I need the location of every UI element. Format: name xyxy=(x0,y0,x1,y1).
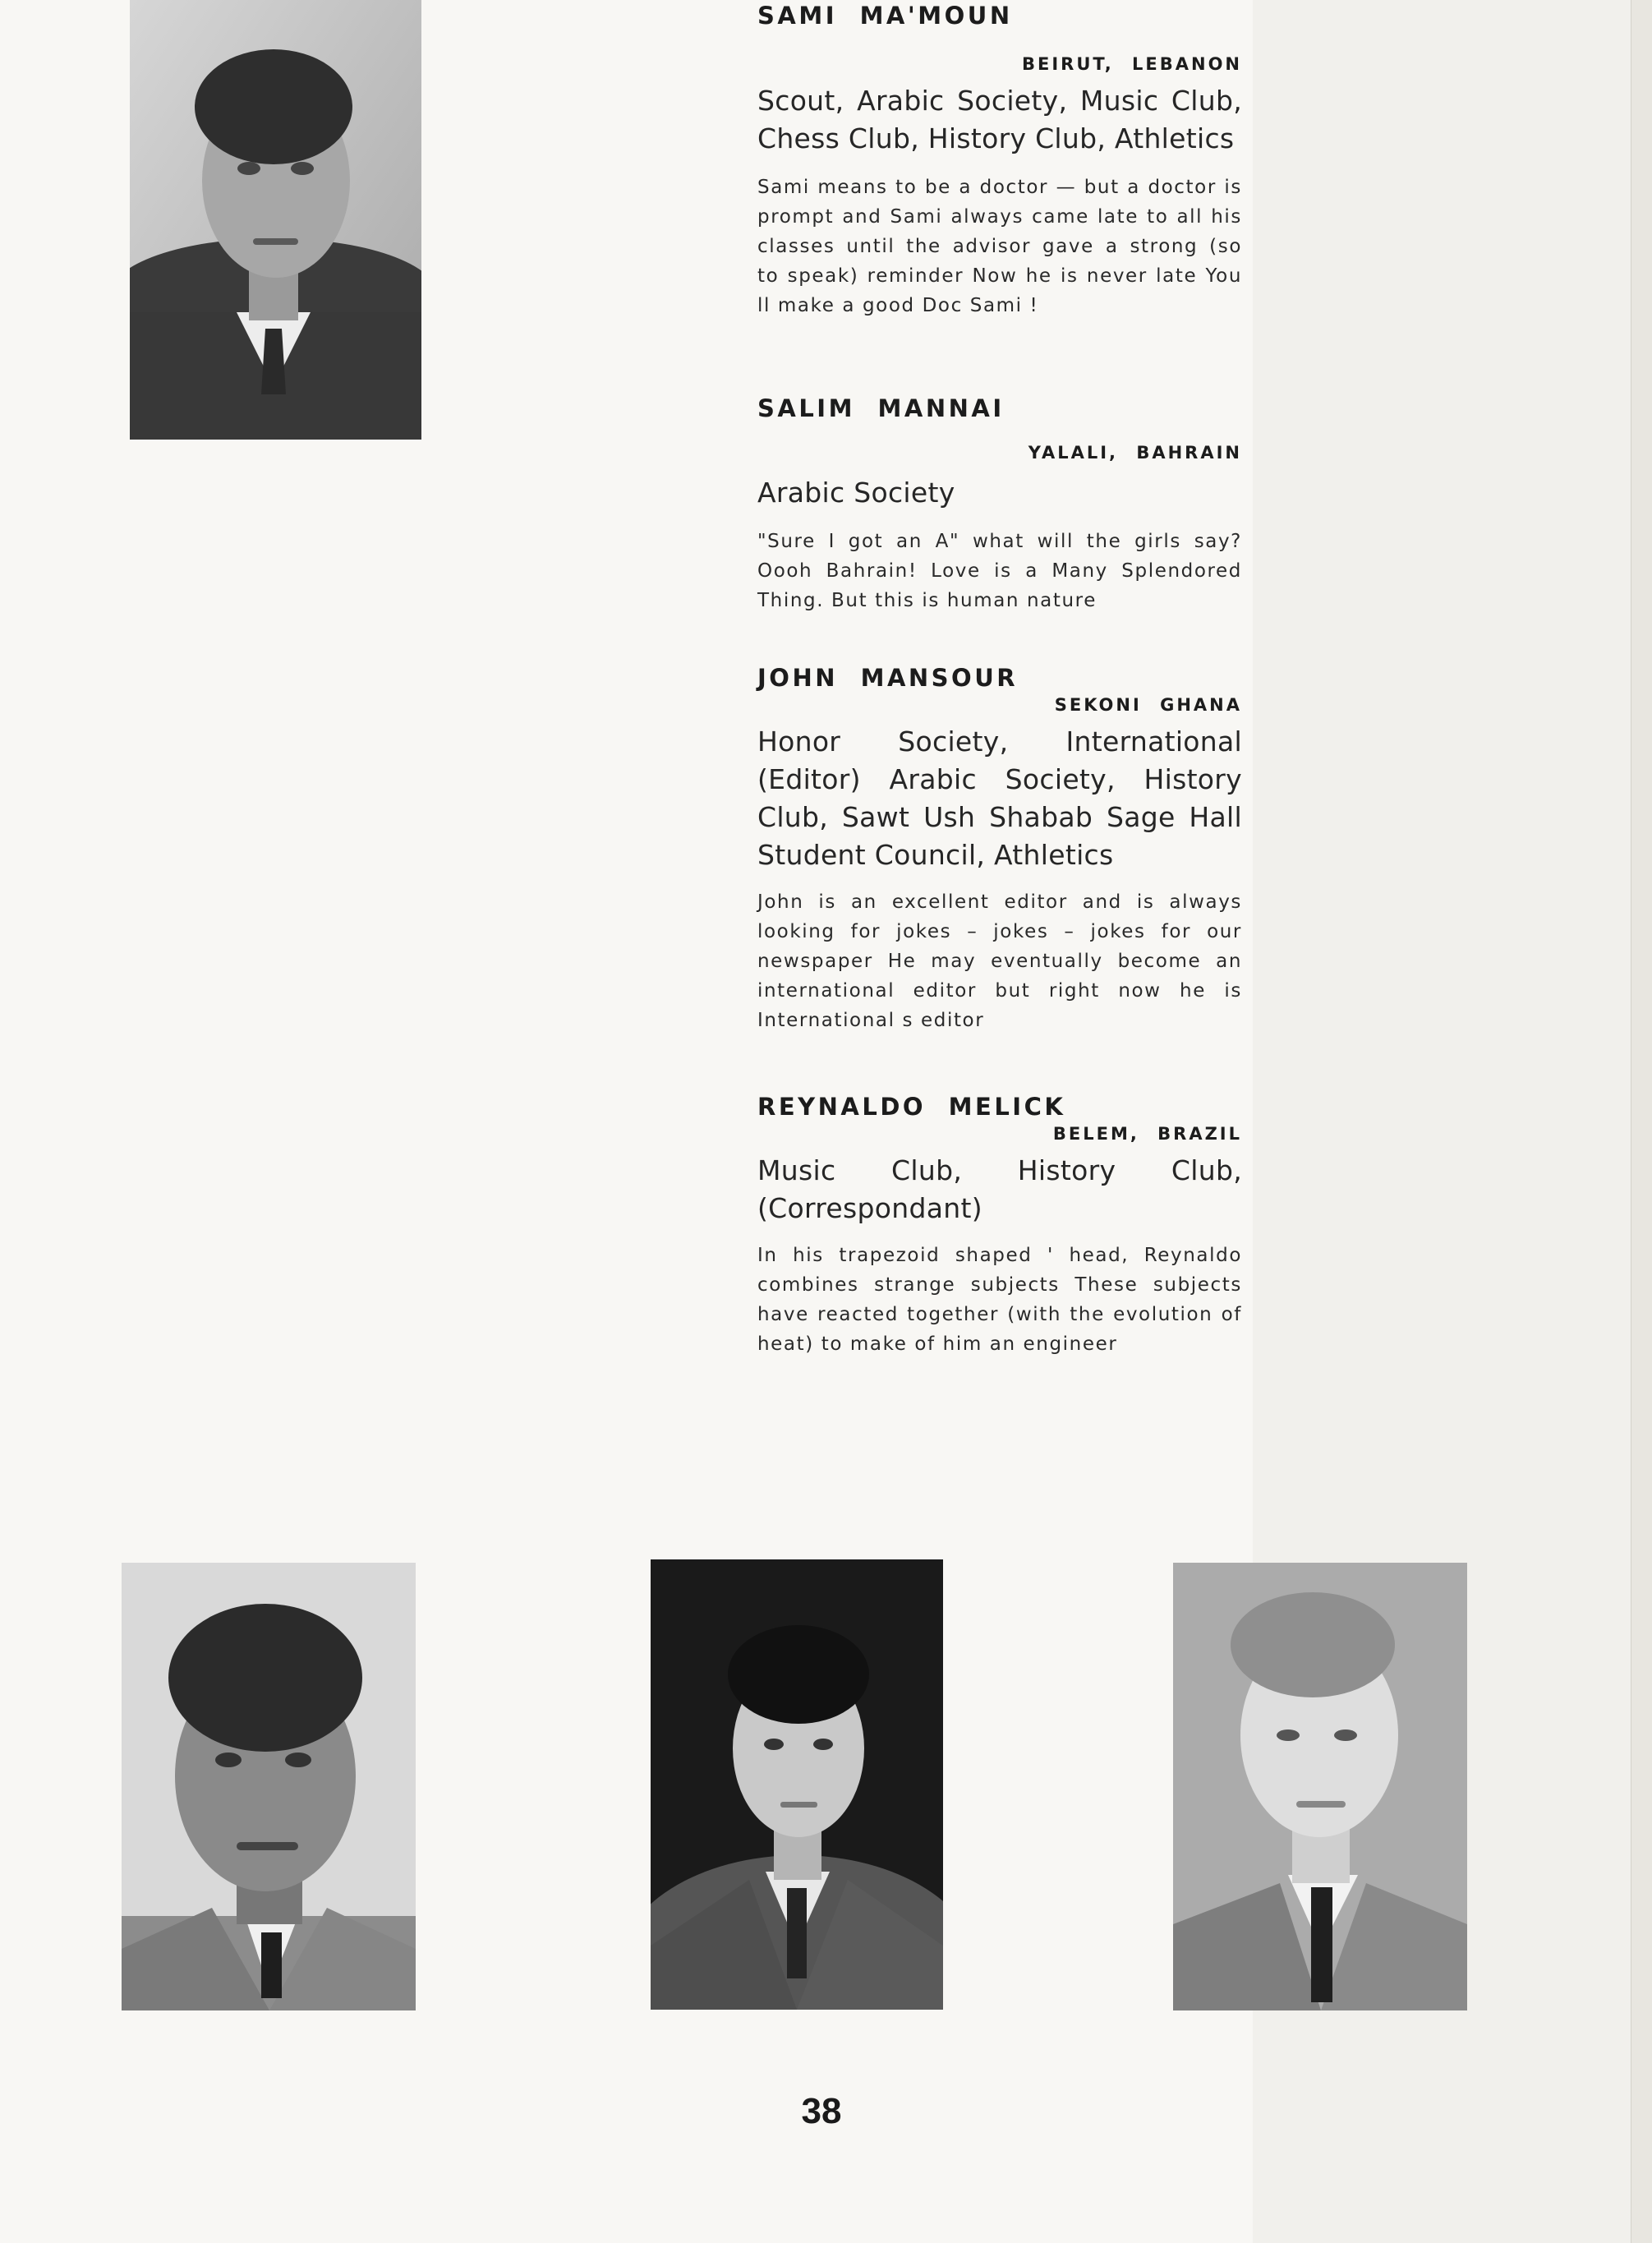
student-activities: Arabic Society xyxy=(757,477,955,509)
student-hometown: YALALI, BAHRAIN xyxy=(1028,443,1242,463)
portrait-photo-sami xyxy=(130,0,421,440)
page-edge xyxy=(1631,0,1652,2243)
student-blurb: "Sure I got an A" what will the girls say? Oooh Bahrain! Love is a Many Splendored Thing. But this is human nature xyxy=(757,531,1242,611)
student-name: SALIM MANNAI xyxy=(757,394,1005,422)
page-number: 38 xyxy=(801,2091,842,2131)
student-hometown: BEIRUT, LEBANON xyxy=(1022,54,1242,74)
portrait-photo-john xyxy=(651,1559,943,2010)
student-activities: Music Club, History Club, (Correspondant) xyxy=(757,1154,1242,1224)
student-name: JOHN MANSOUR xyxy=(757,664,1019,692)
student-entry-sami xyxy=(757,2,1242,320)
student-blurb: Sami means to be a doctor — but a doctor is prompt and Sami always came late to all his classes until the advisor gave a strong (so to speak) reminder Now he is never late You ll make a good Doc Sami ! xyxy=(757,177,1242,316)
student-entry-salim xyxy=(757,394,1242,615)
student-blurb: In his trapezoid shaped ' head, Reynaldo combines strange subjects These subjects have reacted together (with the evolution of heat) to make of him an engineer xyxy=(757,1245,1242,1355)
portrait-photo-reynaldo xyxy=(1173,1563,1467,2010)
student-entry-john xyxy=(757,664,1242,1035)
student-hometown: BELEM, BRAZIL xyxy=(1052,1124,1242,1144)
portrait-photo-salim xyxy=(122,1563,416,2010)
student-hometown: SEKONI GHANA xyxy=(1054,695,1242,715)
student-name: REYNALDO MELICK xyxy=(757,1093,1066,1121)
student-activities: Scout, Arabic Society, Music Club, Chess Club, History Club, Athletics xyxy=(757,85,1242,154)
student-entry-reynaldo xyxy=(757,1093,1242,1359)
student-blurb: John is an excellent editor and is always looking for jokes – jokes – jokes for our newspaper He may eventually become an international editor but right now he is International s editor xyxy=(757,891,1242,1031)
student-activities: Honor Society, International (Editor) Arabic Society, History Club, Sawt Ush Shabab Sage Hall Student Council, Athletics xyxy=(757,725,1242,871)
student-name: SAMI MA'MOUN xyxy=(757,2,1013,30)
